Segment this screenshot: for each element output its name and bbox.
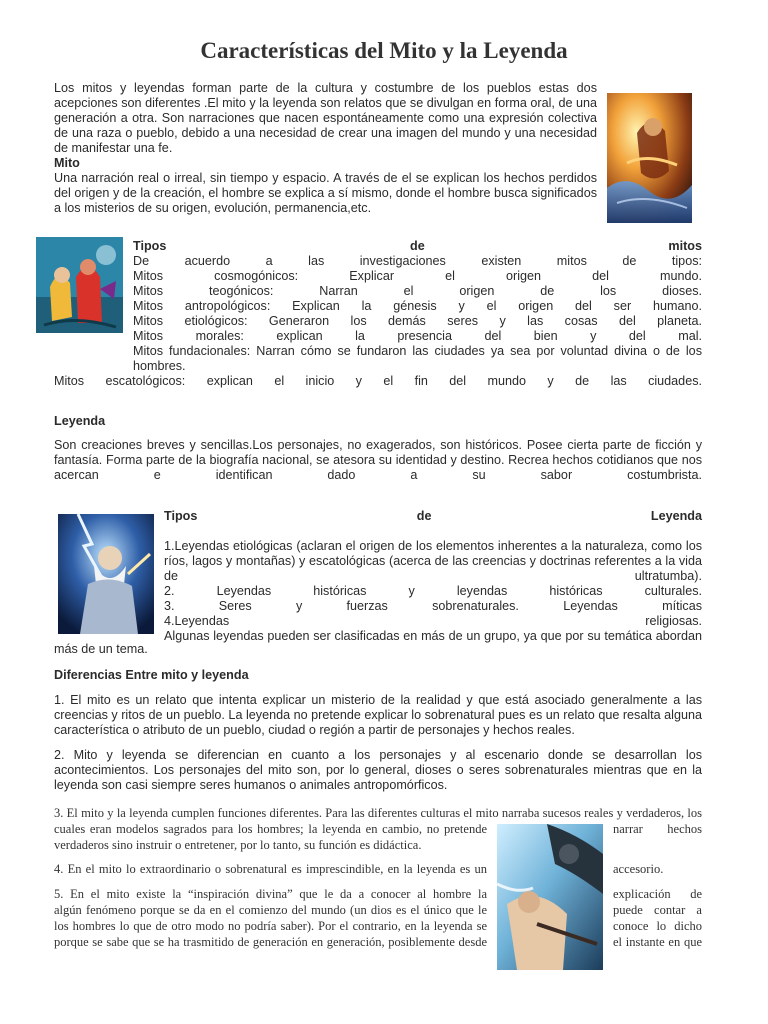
diferencia-3-right <box>613 821 702 837</box>
diferencia-1-line: característica o atributo de un pueblo, ciudad o región a partir de personajes y hechos reales. <box>54 723 575 737</box>
intro-line: de manifestar una fe. <box>54 141 173 155</box>
spacer <box>164 524 702 539</box>
diferencia-3-line: 3. El mito y la leyenda cumplen funciones diferentes. Para las diferentes culturas el mito narraba sucesos reales y verdaderos, los <box>54 806 702 820</box>
tipos-leyenda-line: 3. Seres y fuerzas sobrenaturales. Leyendas míticas <box>164 599 702 613</box>
diferencia-1 <box>54 693 702 738</box>
zeus-image <box>58 514 154 634</box>
mito-line: del origen y de la creación, el hombre se explica a sí mismo, donde el hombre busca significados <box>54 186 597 200</box>
tipos-mitos-line: hombres. <box>133 359 186 373</box>
diferencia-2-line: 2. Mito y leyenda se diferencian en cuanto a los personajes y al escenario donde se desarrollan los <box>54 748 702 762</box>
diferencia-5-right <box>613 886 702 950</box>
diferencia-5-right-line: conoce lo dicho <box>613 919 702 933</box>
diferencia-3-left <box>54 821 487 853</box>
mythic-figure-image <box>607 93 692 223</box>
tipos-mitos-line: Mitos cosmogónicos: Explicar el origen del mundo. <box>133 269 702 283</box>
tipos-mitos-section <box>133 239 702 374</box>
angel-and-demon-illustration-icon <box>497 824 603 970</box>
tipos-leyenda-line: ríos, lagos y montañas) y escatológicas (acerca de las creencias y doctrinas referentes a la vida <box>164 554 702 568</box>
intro-line: acepciones son diferentes .El mito y la leyenda son relatos que se divulgan en forma oral, de una <box>54 96 597 110</box>
tipos-leyenda-line: Algunas leyendas pueden ser clasificadas en más de un grupo, ya que por su temática abordan <box>164 629 702 643</box>
tipos-leyenda-line: 4.Leyendas religiosas. <box>164 614 702 628</box>
diferencia-5-line: algún fenómeno porque se da en el comienzo del mundo (un dios es el único que le <box>54 903 487 917</box>
intro-line: de una raza o pueblo, debido a una necesidad de crear una imagen del mundo y una necesidad <box>54 126 597 140</box>
tipos-leyenda-heading: Tipos de Leyenda <box>164 509 702 523</box>
intro-line: generación a otra. Son narraciones que nacen espontáneamente como una expresión colectiva <box>54 111 597 125</box>
diferencia-5-right-line: puede contar a <box>613 903 702 917</box>
mitos-escatologicos-line <box>54 374 702 389</box>
diferencia-1-line: creencias y ritos de un pueblo. La leyenda no pretende explicar lo sobrenatural pues es un relato que resalta alguna <box>54 708 702 722</box>
diferencia-4-line: 4. En el mito lo extraordinario o sobrenatural es imprescindible, en la leyenda es un <box>54 862 487 876</box>
tipos-leyenda-line: 1.Leyendas etiológicas (aclaran el origen de los elementos inherentes a la naturaleza, como los <box>164 539 702 553</box>
tipos-mitos-heading: Tipos de mitos <box>133 239 702 253</box>
tipos-mitos-line: Mitos antropológicos: Explican la génesis y el origen del ser humano. <box>133 299 702 313</box>
diferencia-3-line: verdaderos sino instruir o entretener, por lo tanto, su función es didáctica. <box>54 838 422 852</box>
mito-line: Una narración real o irreal, sin tiempo y espacio. A través de el se explican los hechos perdidos <box>54 171 597 185</box>
diferencia-2 <box>54 748 702 793</box>
diferencia-1-line: 1. El mito es un relato que intenta explicar un misterio de la realidad y que está asociado generalmente a las <box>54 693 702 707</box>
tipos-leyenda-line: de ultratumba). <box>164 569 702 583</box>
diferencia-4-left <box>54 861 487 877</box>
diferencia-5-right-line: explicación de <box>613 887 702 901</box>
diferencia-3-first-line <box>54 805 702 821</box>
tipos-mitos-line: De acuerdo a las investigaciones existen mitos de tipos: <box>133 254 702 268</box>
tipos-mitos-line: Mitos teogónicos: Narran el origen de los dioses. <box>133 284 702 298</box>
diferencia-5-left <box>54 886 487 950</box>
cartoon-legend-characters-icon <box>36 237 123 333</box>
intro-line: Los mitos y leyendas forman parte de la cultura y costumbre de los pueblos estas dos <box>54 81 597 95</box>
diferencia-5-line: porque se sabe que se ha trasmitido de generación en generación, posiblemente desde <box>54 935 487 949</box>
tipos-mitos-line: Mitos morales: explican la presencia del bien y del mal. <box>133 329 702 343</box>
page-title: Características del Mito y la Leyenda <box>200 38 568 63</box>
diferencia-5-right-line: el instante en que <box>613 935 702 949</box>
leyenda-line: Son creaciones breves y sencillas.Los personajes, no exagerados, son históricos. Posee cierta parte de ficción y <box>54 438 702 452</box>
diferencias-heading: Diferencias Entre mito y leyenda <box>54 668 249 682</box>
leyenda-line: fantasía. Forma parte de la biografía nacional, se atesora su identidad y destino. Recrea hechos cotidianos que nos <box>54 453 702 467</box>
leyenda-heading: Leyenda <box>54 414 106 428</box>
mitos-escatologicos-text: Mitos escatológicos: explican el inicio y el fin del mundo y de las ciudades. <box>54 374 702 388</box>
tipos-mitos-line: Mitos etiológicos: Generaron los demás seres y las cosas del planeta. <box>133 314 702 328</box>
tipos-leyenda-section <box>164 509 702 644</box>
intro-paragraph <box>54 81 597 216</box>
diferencia-5-line: los hombres lo que de otro modo no podría saber). Por el contrario, en la leyenda se <box>54 919 487 933</box>
cartoon-legend-image <box>36 237 123 333</box>
mythic-figure-painting-icon <box>607 93 692 223</box>
tipos-leyenda-line: 2. Leyendas históricas y leyendas históricas culturales. <box>164 584 702 598</box>
zeus-lightning-illustration-icon <box>58 514 154 634</box>
diferencia-2-line: acontecimientos. Los personajes del mito son, por lo general, dioses o seres sobrenaturales mientras que en la <box>54 763 702 777</box>
mito-line: a los misterios de su origen, evolución, permanencia,etc. <box>54 201 372 215</box>
leyenda-paragraph <box>54 438 702 483</box>
diferencia-2-line: leyenda son casi siempre seres humanos o animales antropomórficos. <box>54 778 448 792</box>
leyenda-line: acercan e identifican dado a su sabor costumbrista. <box>54 468 702 482</box>
angel-demon-image <box>497 824 603 970</box>
diferencia-5-line: 5. En el mito existe la “inspiración divina” que le da a conocer al hombre la <box>54 887 487 901</box>
diferencia-3-line: cuales eran modelos sagrados para los hombres; la leyenda en cambio, no pretende <box>54 822 487 836</box>
diferencia-3-right-line: narrar hechos <box>613 822 702 836</box>
tipos-leyenda-tail: más de un tema. <box>54 642 148 656</box>
tipos-mitos-line: Mitos fundacionales: Narran cómo se fundaron las ciudades ya sea por voluntad divina o de los <box>133 344 702 358</box>
mito-heading: Mito <box>54 156 80 170</box>
diferencia-4-right: accesorio. <box>613 862 664 876</box>
